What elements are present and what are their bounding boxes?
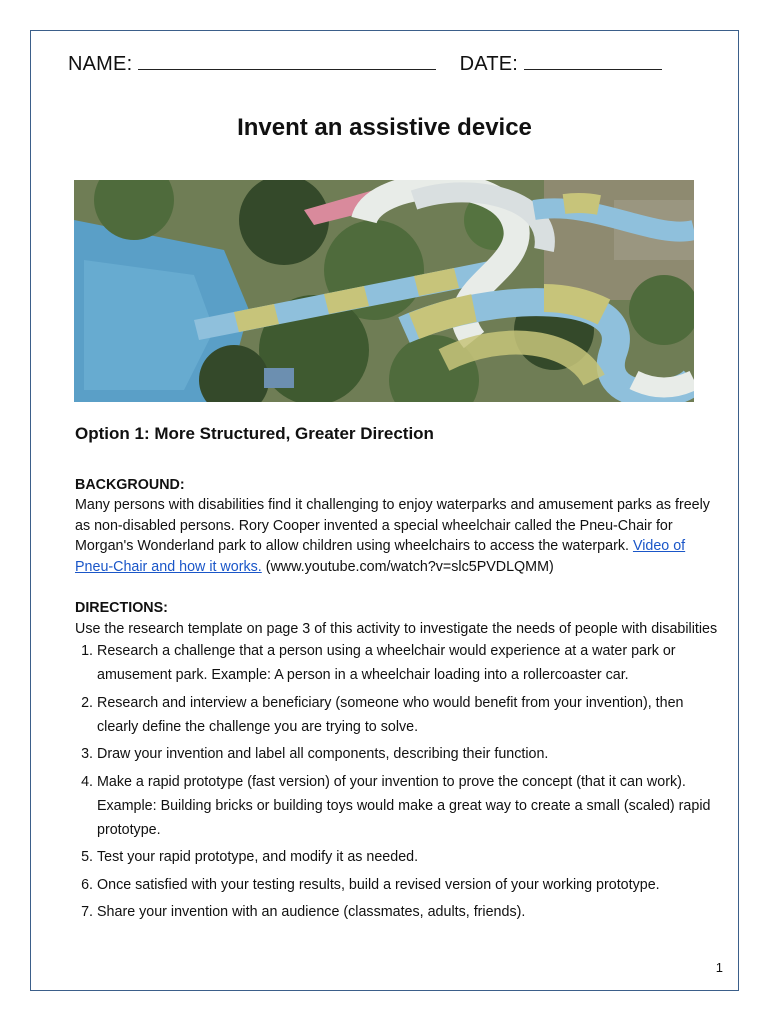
option-heading: Option 1: More Structured, Greater Direction bbox=[75, 424, 434, 443]
list-item: 4. Make a rapid prototype (fast version) of your invention to prove the concept (that it can work). Example: Building bricks or building toys would make a great way to create a small (scaled) rapid prototype. bbox=[97, 770, 725, 842]
background-heading: BACKGROUND: bbox=[75, 476, 185, 493]
list-item: 5. Test your rapid prototype, and modify it as needed. bbox=[97, 845, 725, 869]
directions-intro: Use the research template on page 3 of this activity to investigate the needs of people with disabilities bbox=[75, 620, 718, 637]
list-item: 1. Research a challenge that a person using a wheelchair would experience at a water park or amusement park. Example: A person in a wheelchair loading into a rollercoaster car. bbox=[97, 639, 725, 687]
name-blank[interactable] bbox=[138, 51, 436, 70]
header-fields bbox=[68, 51, 662, 76]
date-blank[interactable] bbox=[524, 51, 662, 70]
list-item: 7. Share your invention with an audience (classmates, adults, friends). bbox=[97, 900, 725, 924]
directions-list bbox=[75, 639, 725, 924]
video-link[interactable]: Video of Pneu-Chair and how it works. bbox=[75, 538, 686, 575]
waterpark-photo bbox=[74, 180, 694, 402]
list-item: 3. Draw your invention and label all components, describing their function. bbox=[97, 742, 725, 766]
name-label: NAME: bbox=[68, 53, 133, 75]
directions-heading: DIRECTIONS: bbox=[75, 600, 168, 616]
background-body: Many persons with disabilities find it challenging to enjoy waterparks and amusement parks as freely as non-disabled persons. Rory Cooper invented a special wheelchair called the Pneu-Chair for Morgan's Wonderland park to allow children using wheelchairs to access the waterpark. bbox=[75, 497, 710, 554]
background-text bbox=[75, 495, 725, 577]
video-url: (www.youtube.com/watch?v=slc5PVDLQMM) bbox=[261, 558, 554, 575]
activity-content bbox=[75, 424, 725, 928]
list-item: 2. Research and interview a beneficiary (someone who would benefit from your invention), then clearly define the challenge you are trying to solve. bbox=[97, 691, 725, 739]
list-item: 6. Once satisfied with your testing results, build a revised version of your working prototype. bbox=[97, 873, 725, 897]
page-number: 1 bbox=[715, 960, 723, 975]
page-title: Invent an assistive device bbox=[237, 114, 532, 141]
date-label: DATE: bbox=[459, 53, 519, 75]
worksheet-page bbox=[30, 30, 739, 991]
